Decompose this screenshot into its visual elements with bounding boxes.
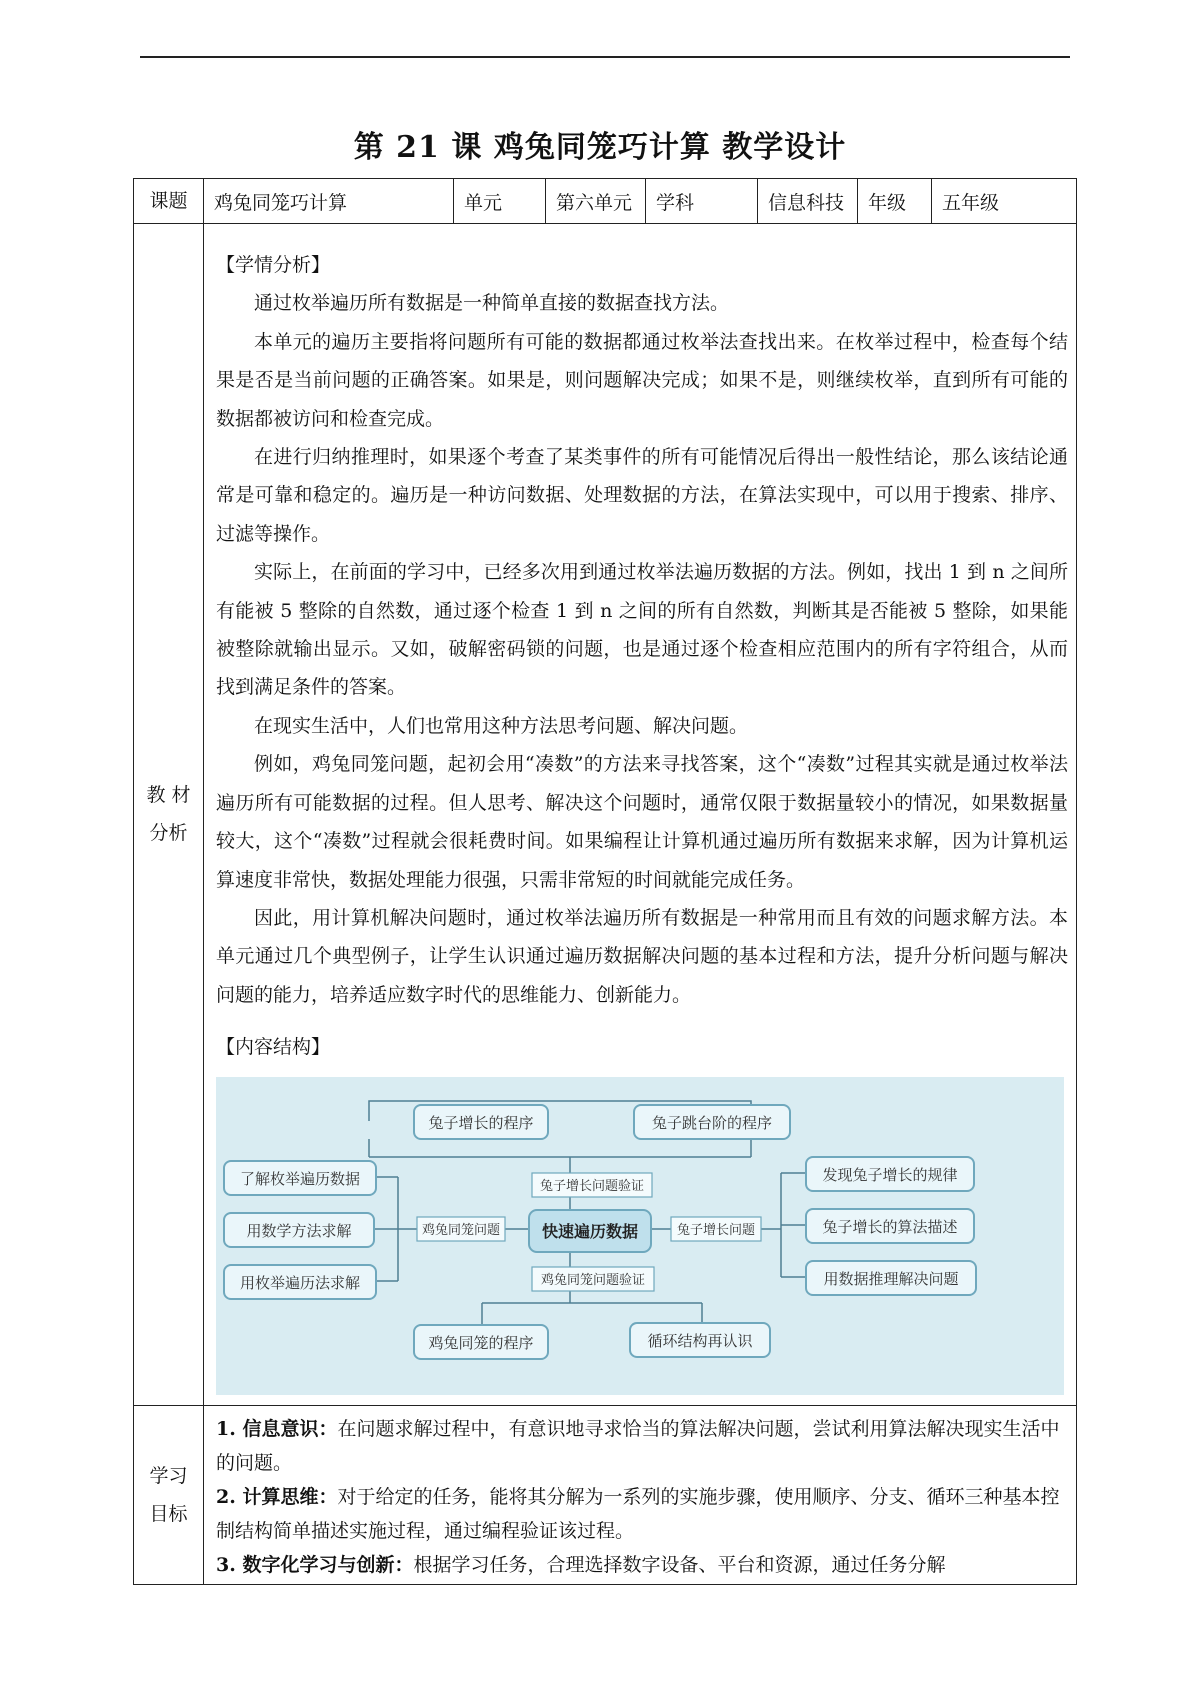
analysis-label-line2: 分析 (149, 822, 188, 845)
node-top-connector-label: 兔子增长问题验证 (539, 1178, 645, 1194)
goals-label (134, 1405, 204, 1584)
mindmap-svg (216, 1077, 1064, 1395)
goal-item (216, 1412, 1068, 1480)
node-bottom-connector-label: 鸡兔同笼问题验证 (540, 1272, 646, 1288)
node-left-item-label: 用枚举遍历法求解 (239, 1273, 361, 1292)
unit-label: 单元 (454, 179, 546, 224)
grade-label: 年级 (858, 179, 932, 224)
analysis-paragraph: 因此，用计算机解决问题时，通过枚举法遍历所有数据是一种常用而且有效的问题求解方法。本单元通过几个典型例子，让学生认识通过遍历数据解决问题的基本过程和方法，提升分析问题与解决问题的能力，培养适应数字时代的思维能力、创新能力。 (216, 906, 1068, 1006)
top-rule (140, 56, 1070, 58)
topic-label: 课题 (134, 179, 204, 224)
unit-value: 第六单元 (546, 179, 646, 224)
content-structure-mindmap (216, 1077, 1064, 1395)
node-left-hub-label: 鸡兔同笼问题 (421, 1222, 501, 1238)
topic-value: 鸡兔同笼巧计算 (204, 179, 454, 224)
goal-text: 在问题求解过程中，有意识地寻求恰当的算法解决问题，尝试利用算法解决现实生活中的问题。 (216, 1417, 1060, 1474)
goal-item (216, 1548, 1068, 1582)
analysis-label (134, 224, 204, 1406)
analysis-paragraph: 实际上，在前面的学习中，已经多次用到通过枚举法遍历数据的方法。例如，找出 1 到 n 之间所有能被 5 整除的自然数，通过逐个检查 1 到 n 之间的所有自然数，判断其是否能被 5 整除，如果能被整除就输出显示。又如，破解密码锁的问题，也是通过逐个检查相应范围内的所有字符组合，从而找到满足条件的答案。 (216, 561, 1068, 699)
goals-row (134, 1405, 1077, 1584)
grade-value: 五年级 (932, 179, 1077, 224)
goal-title: 2. 计算思维： (216, 1485, 338, 1508)
subject-value: 信息科技 (758, 179, 858, 224)
lesson-table (133, 178, 1077, 1585)
node-right-item-label: 发现兔子增长的规律 (822, 1165, 958, 1184)
section-heading-structure: 【内容结构】 (216, 1036, 331, 1059)
goal-title: 1. 信息意识： (216, 1417, 338, 1440)
goals-content (204, 1405, 1077, 1584)
node-bottom-right-label: 循环结构再认识 (647, 1331, 753, 1350)
header-row (134, 179, 1077, 224)
node-left-item-label: 了解枚举遍历数据 (239, 1169, 361, 1188)
node-left-item-label: 用数学方法求解 (246, 1221, 352, 1240)
analysis-paragraph: 通过枚举遍历所有数据是一种简单直接的数据查找方法。 (254, 292, 730, 315)
goal-text: 根据学习任务，合理选择数字设备、平台和资源，通过任务分解 (413, 1553, 946, 1576)
analysis-label-line1: 教 材 (146, 784, 191, 807)
page-title: 第 21 课 鸡兔同笼巧计算 教学设计 (353, 130, 847, 165)
node-bottom-left-label: 鸡兔同笼的程序 (428, 1333, 534, 1352)
analysis-content (204, 224, 1077, 1406)
goal-title: 3. 数字化学习与创新： (216, 1553, 414, 1576)
node-top-right-label: 兔子跳台阶的程序 (651, 1113, 773, 1132)
node-right-item-label: 兔子增长的算法描述 (822, 1217, 958, 1236)
goals-label-line1: 学习 (149, 1464, 188, 1487)
section-heading-learning: 【学情分析】 (216, 254, 331, 276)
analysis-paragraph: 例如，鸡兔同笼问题，起初会用“凑数”的方法来寻找答案，这个“凑数”过程其实就是通过枚举法遍历所有可能数据的过程。但人思考、解决这个问题时，通常仅限于数据量较小的情况，如果数据量较大，这个“凑数”过程就会很耗费时间。如果编程让计算机通过遍历所有数据来求解，因为计算机运算速度非常快，数据处理能力很强，只需非常短的时间就能完成任务。 (216, 753, 1068, 891)
node-right-item-label: 用数据推理解决问题 (823, 1269, 959, 1288)
node-center-label: 快速遍历数据 (541, 1221, 639, 1241)
analysis-paragraph: 在现实生活中，人们也常用这种方法思考问题、解决问题。 (254, 714, 749, 737)
goals-label-line2: 目标 (149, 1502, 188, 1525)
node-top-left-label: 兔子增长的程序 (428, 1113, 534, 1132)
goal-item (216, 1480, 1068, 1548)
subject-label: 学科 (646, 179, 758, 224)
analysis-paragraph: 在进行归纳推理时，如果逐个考查了某类事件的所有可能情况后得出一般性结论，那么该结论通常是可靠和稳定的。遍历是一种访问数据、处理数据的方法，在算法实现中，可以用于搜索、排序、过滤等操作。 (216, 446, 1068, 545)
node-right-hub-label: 兔子增长问题 (676, 1222, 756, 1238)
goal-text: 对于给定的任务，能将其分解为一系列的实施步骤，使用顺序、分支、循环三种基本控制结构简单描述实施过程，通过编程验证该过程。 (216, 1485, 1060, 1542)
analysis-row (134, 224, 1077, 1406)
analysis-paragraph: 本单元的遍历主要指将问题所有可能的数据都通过枚举法查找出来。在枚举过程中，检查每个结果是否是当前问题的正确答案。如果是，则问题解决完成；如果不是，则继续枚举，直到所有可能的数据都被访问和检查完成。 (216, 330, 1068, 430)
